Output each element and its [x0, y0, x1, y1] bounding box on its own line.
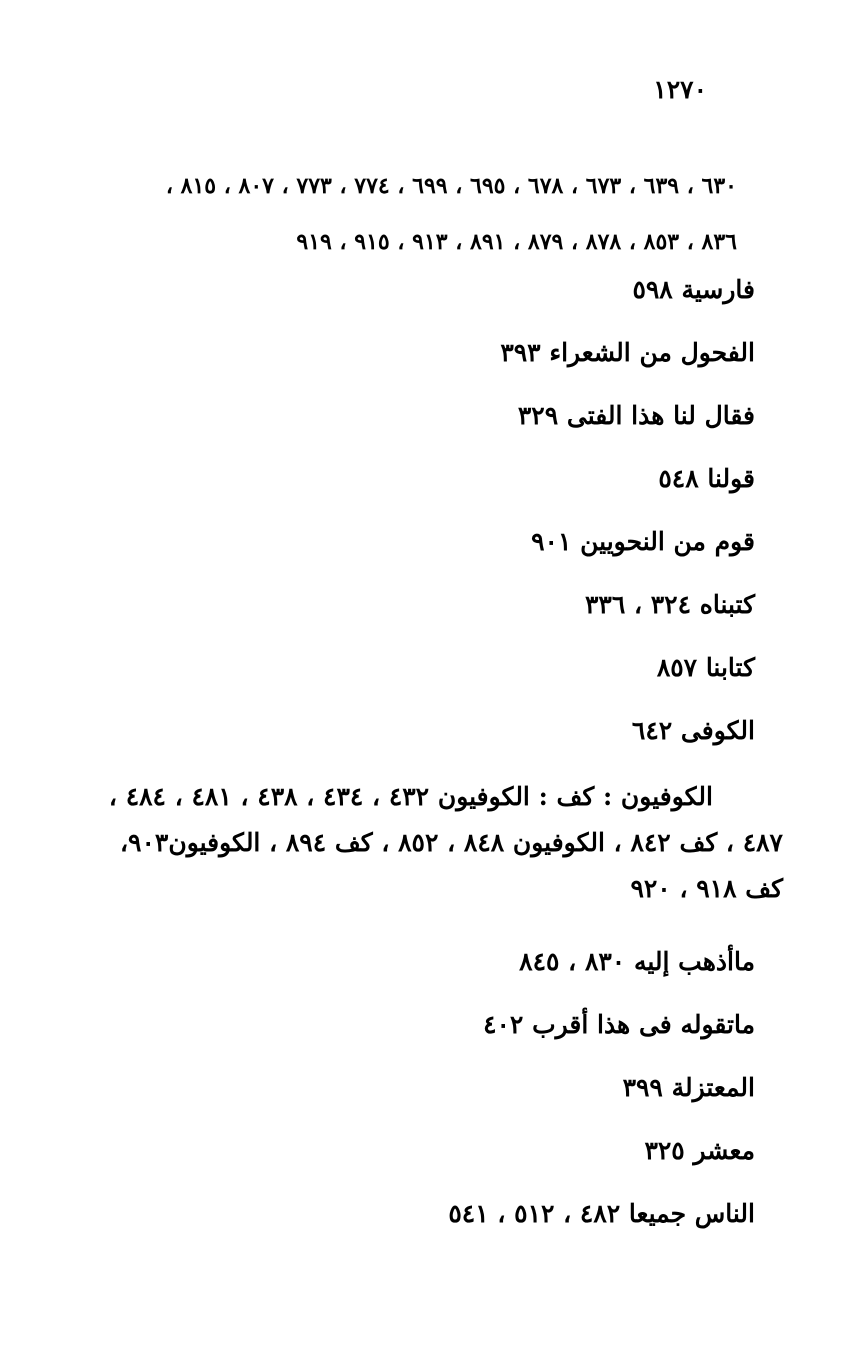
continued-entry-line: ٦٣٠ ، ٦٣٩ ، ٦٧٣ ، ٦٧٨ ، ٦٩٥ ، ٦٩٩ ، ٧٧٤ ، ٧٧٣ ، ٨٠٧ ، ٨١٥ ،: [165, 173, 737, 199]
index-entry: الناس جميعا ٤٨٢ ، ٥١٢ ، ٥٤١: [448, 1199, 755, 1228]
index-entry: الفحول من الشعراء ٣٩٣: [500, 338, 755, 367]
index-entry: كتابنا ٨٥٧: [656, 653, 755, 682]
index-entry: قوم من النحويين ٩٠١: [531, 527, 755, 556]
index-entry-multiline: [95, 774, 783, 912]
index-entry-line: ٤٨٧ ، كف ٨٤٢ ، الكوفيون ٨٤٨ ، ٨٥٢ ، كف ٨٩٤ ، الكوفيون٩٠٣،: [119, 828, 783, 857]
index-entry: معشر ٣٢٥: [644, 1136, 755, 1165]
index-entry: ماأذهب إليه ٨٣٠ ، ٨٤٥: [519, 947, 755, 976]
index-entry-line: الكوفيون : كف : الكوفيون ٤٣٢ ، ٤٣٤ ، ٤٣٨ ، ٤٨١ ، ٤٨٤ ،: [108, 782, 713, 811]
index-entry-line: كف ٩١٨ ، ٩٢٠: [630, 874, 783, 903]
index-entry: ماتقوله فى هذا أقرب ٤٠٢: [483, 1010, 755, 1039]
index-entry: فارسية ٥٩٨: [632, 275, 755, 304]
index-entries: [95, 270, 783, 1257]
index-entry: كتبناه ٣٢٤ ، ٣٣٦: [584, 590, 755, 619]
index-entry: المعتزلة ٣٩٩: [622, 1073, 755, 1102]
index-entry: الكوفى ٦٤٢: [631, 716, 755, 745]
index-entry: قولنا ٥٤٨: [658, 464, 755, 493]
continued-entry-line: ٨٣٦ ، ٨٥٣ ، ٨٧٨ ، ٨٧٩ ، ٨٩١ ، ٩١٣ ، ٩١٥ ، ٩١٩: [296, 229, 737, 255]
page-number: ١٢٧٠: [653, 75, 707, 104]
continued-entry: [77, 158, 737, 270]
index-entry: فقال لنا هذا الفتى ٣٢٩: [517, 401, 755, 430]
